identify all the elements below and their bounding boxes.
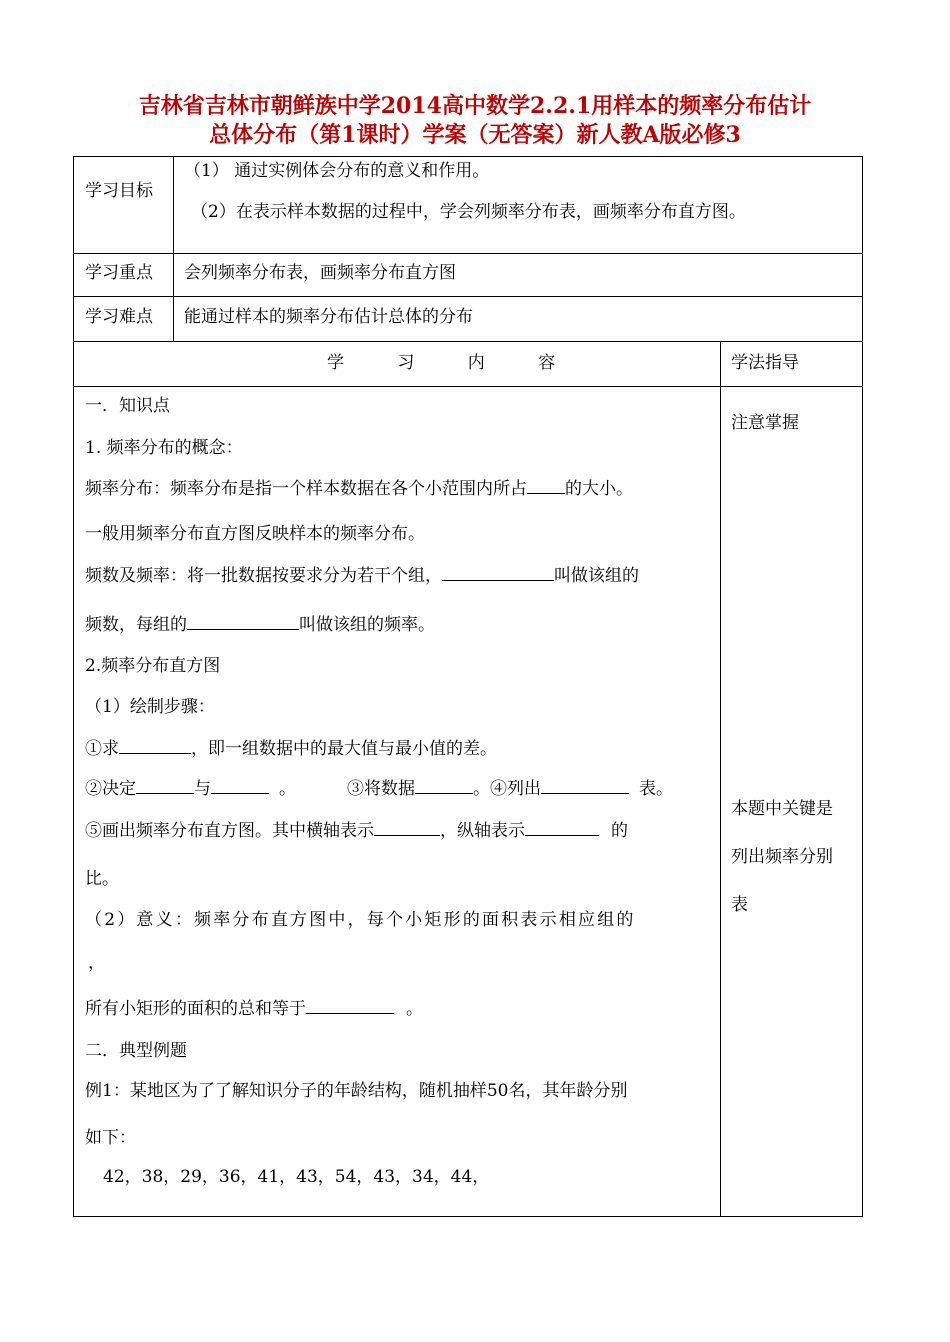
step-1: ①求 ，即一组数据中的最大值与最小值的差。 bbox=[85, 739, 497, 759]
example-1-line-2: 如下： bbox=[85, 1128, 136, 1148]
goal-item-2: （2）在表示样本数据的过程中，学会列频率分布表，画频率分布直方图。 bbox=[191, 202, 746, 222]
key-text: 会列频率分布表，画频率分布直方图 bbox=[184, 263, 456, 283]
guide-note-2-line-3: 表 bbox=[731, 895, 748, 915]
paragraph-frequency-rate: 频数，每组的 叫做该组的频率。 bbox=[85, 615, 435, 635]
step-5: ⑤画出频率分布直方图。其中横轴表示 ，纵轴表示 的 bbox=[85, 821, 628, 841]
meaning-line-2: ， bbox=[88, 953, 105, 973]
difficulty-text: 能通过样本的频率分布估计总体的分布 bbox=[184, 307, 473, 327]
meaning-line-3: 所有小矩形的面积的总和等于 。 bbox=[85, 999, 423, 1019]
subsection-1-1: 1. 频率分布的概念： bbox=[85, 438, 243, 458]
paragraph-histogram-use: 一般用频率分布直方图反映样本的频率分布。 bbox=[85, 524, 425, 544]
step-2: ②决定 与 。 bbox=[85, 779, 296, 799]
goal-label: 学习目标 bbox=[85, 181, 153, 201]
section-2-heading: 二．典型例题 bbox=[85, 1041, 187, 1061]
example-1-data: 42，38，29，36，41，43，54，43，34，44， bbox=[103, 1167, 490, 1187]
title-line-2: 总体分布（第1课时）学案（无答案）新人教A版必修3 bbox=[209, 122, 741, 148]
guide-note-1: 注意掌握 bbox=[731, 413, 799, 433]
paragraph-frequency-distribution: 频率分布：频率分布是指一个样本数据在各个小范围内所占 的大小。 bbox=[85, 479, 633, 499]
goal-item-1: （1） 通过实例体会分布的意义和作用。 bbox=[184, 161, 490, 181]
key-label: 学习重点 bbox=[85, 263, 153, 283]
step-3-4: ③将数据 。④列出 表。 bbox=[347, 779, 673, 799]
steps-heading: （1）绘制步骤： bbox=[85, 697, 215, 717]
guide-header: 学法指导 bbox=[731, 353, 799, 373]
guide-note-2-line-1: 本题中关键是 bbox=[731, 799, 833, 819]
section-1-heading: 一．知识点 bbox=[85, 396, 170, 416]
difficulty-label: 学习难点 bbox=[85, 307, 153, 327]
guide-note-2-line-2: 列出频率分别 bbox=[731, 847, 833, 867]
paragraph-frequency-count: 频数及频率：将一批数据按要求分为若干个组， 叫做该组的 bbox=[85, 566, 639, 586]
example-1-line-1: 例1：某地区为了了解知识分子的年龄结构，随机抽样50名，其年龄分别 bbox=[85, 1081, 628, 1101]
step-5-continued: 比。 bbox=[85, 869, 119, 889]
meaning-line-1: （2）意义：频率分布直方图中，每个小矩形的面积表示相应组的 bbox=[85, 910, 636, 930]
subsection-1-2: 2.频率分布直方图 bbox=[85, 656, 221, 676]
title-line-1: 吉林省吉林市朝鲜族中学2014高中数学2.2.1用样本的频率分布估计 bbox=[138, 93, 812, 119]
document-title bbox=[0, 92, 950, 150]
content-header: 学 习 内 容 bbox=[327, 353, 580, 373]
